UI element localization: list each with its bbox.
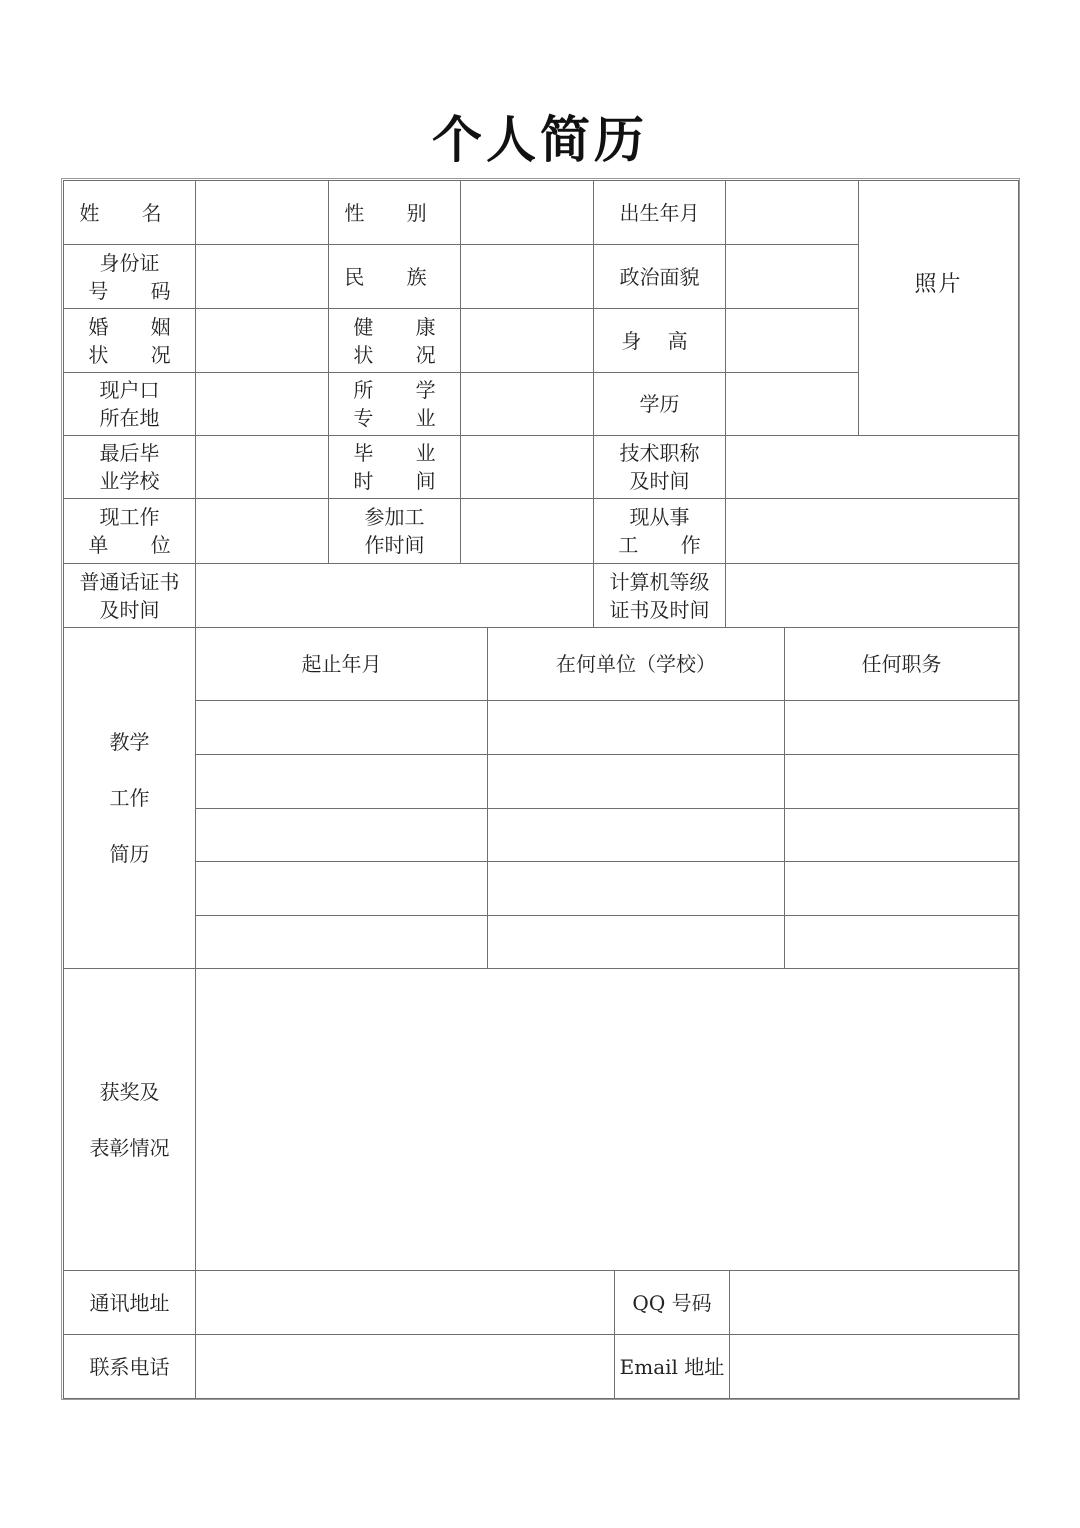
employer-field[interactable] bbox=[196, 499, 329, 564]
unit-header: 在何单位（学校） bbox=[488, 628, 785, 701]
ethnicity-field[interactable] bbox=[461, 245, 594, 309]
education-field[interactable] bbox=[726, 373, 859, 436]
work-start-field[interactable] bbox=[461, 499, 594, 564]
period-cell[interactable] bbox=[196, 916, 488, 969]
birth-label: 出生年月 bbox=[594, 181, 726, 245]
period-cell[interactable] bbox=[196, 755, 488, 809]
tech-title-field[interactable] bbox=[726, 436, 1019, 499]
school-label: 最后毕 业学校 bbox=[64, 436, 196, 499]
table-row bbox=[64, 862, 1019, 916]
id-card-label: 身份证 号 码 bbox=[64, 245, 196, 309]
page-title: 个人简历 bbox=[432, 110, 648, 169]
name-label: 姓 名 bbox=[64, 181, 196, 245]
email-field[interactable] bbox=[730, 1335, 1019, 1399]
photo-box[interactable] bbox=[859, 181, 1019, 436]
tech-title-label: 技术职称 及时间 bbox=[594, 436, 726, 499]
mandarin-cert-field[interactable] bbox=[196, 564, 594, 628]
name-field[interactable] bbox=[196, 181, 329, 245]
position-cell[interactable] bbox=[785, 755, 1019, 809]
phone-field[interactable] bbox=[196, 1335, 615, 1399]
computer-cert-label: 计算机等级 证书及时间 bbox=[594, 564, 726, 628]
table-row bbox=[64, 755, 1019, 809]
mandarin-cert-label: 普通话证书 及时间 bbox=[64, 564, 196, 628]
hukou-field[interactable] bbox=[196, 373, 329, 436]
political-field[interactable] bbox=[726, 245, 859, 309]
address-label: 通讯地址 bbox=[64, 1271, 196, 1335]
period-cell[interactable] bbox=[196, 701, 488, 755]
marital-field[interactable] bbox=[196, 309, 329, 373]
address-field[interactable] bbox=[196, 1271, 615, 1335]
computer-cert-field[interactable] bbox=[726, 564, 1019, 628]
gender-field[interactable] bbox=[461, 181, 594, 245]
height-label: 身 高 bbox=[594, 309, 726, 373]
photo-label: 照片 bbox=[914, 271, 963, 297]
awards-table bbox=[63, 968, 1019, 1271]
health-field[interactable] bbox=[461, 309, 594, 373]
education-label: 学历 bbox=[594, 373, 726, 436]
table-row bbox=[64, 916, 1019, 969]
contact-table bbox=[63, 1270, 1019, 1399]
period-cell[interactable] bbox=[196, 809, 488, 862]
unit-cell[interactable] bbox=[488, 862, 785, 916]
unit-cell[interactable] bbox=[488, 701, 785, 755]
unit-cell[interactable] bbox=[488, 809, 785, 862]
major-label: 所 学 专 业 bbox=[329, 373, 461, 436]
school-field[interactable] bbox=[196, 436, 329, 499]
marital-label: 婚 姻 状 况 bbox=[64, 309, 196, 373]
political-label: 政治面貌 bbox=[594, 245, 726, 309]
work-history-label: 教学 工作 简历 bbox=[64, 628, 196, 969]
unit-cell[interactable] bbox=[488, 916, 785, 969]
phone-label: 联系电话 bbox=[64, 1335, 196, 1399]
hukou-label: 现户口 所在地 bbox=[64, 373, 196, 436]
basic-info-table bbox=[63, 180, 1019, 628]
email-label: Email 地址 bbox=[615, 1335, 730, 1399]
position-cell[interactable] bbox=[785, 862, 1019, 916]
ethnicity-label: 民 族 bbox=[329, 245, 461, 309]
gender-label: 性 别 bbox=[329, 181, 461, 245]
employer-label: 现工作 单 位 bbox=[64, 499, 196, 564]
qq-label: QQ 号码 bbox=[615, 1271, 730, 1335]
qq-field[interactable] bbox=[730, 1271, 1019, 1335]
id-card-field[interactable] bbox=[196, 245, 329, 309]
position-cell[interactable] bbox=[785, 916, 1019, 969]
table-row bbox=[64, 809, 1019, 862]
unit-cell[interactable] bbox=[488, 755, 785, 809]
work-start-label: 参加工 作时间 bbox=[329, 499, 461, 564]
work-history-table bbox=[63, 627, 1019, 969]
birth-field[interactable] bbox=[726, 181, 859, 245]
major-field[interactable] bbox=[461, 373, 594, 436]
height-field[interactable] bbox=[726, 309, 859, 373]
position-cell[interactable] bbox=[785, 809, 1019, 862]
current-work-label: 现从事 工 作 bbox=[594, 499, 726, 564]
position-cell[interactable] bbox=[785, 701, 1019, 755]
awards-label: 获奖及 表彰情况 bbox=[64, 969, 196, 1271]
current-work-field[interactable] bbox=[726, 499, 1019, 564]
position-header: 任何职务 bbox=[785, 628, 1019, 701]
health-label: 健 康 状 况 bbox=[329, 309, 461, 373]
awards-field[interactable] bbox=[196, 969, 1019, 1271]
table-row bbox=[64, 701, 1019, 755]
grad-time-field[interactable] bbox=[461, 436, 594, 499]
period-header: 起止年月 bbox=[196, 628, 488, 701]
grad-time-label: 毕 业 时 间 bbox=[329, 436, 461, 499]
period-cell[interactable] bbox=[196, 862, 488, 916]
